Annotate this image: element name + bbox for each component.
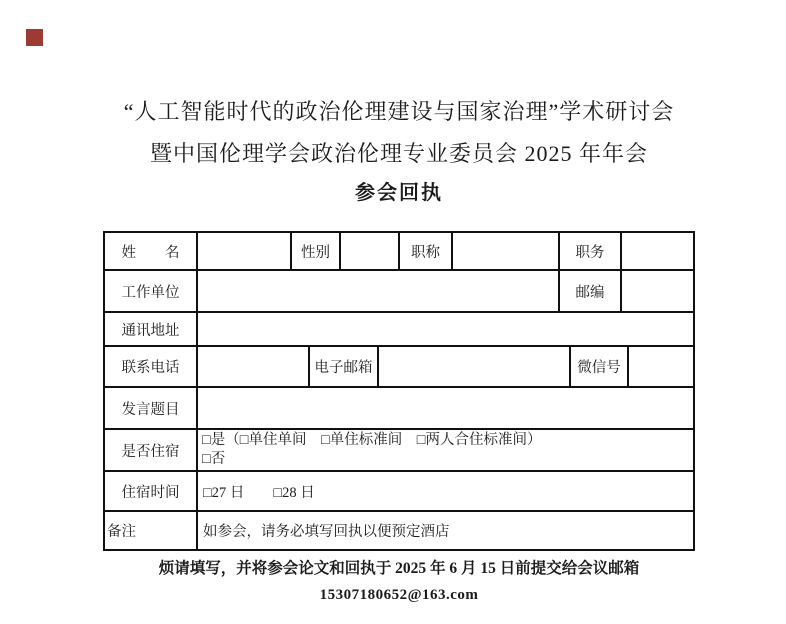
table-row — [105, 472, 693, 512]
registration-form-table — [103, 231, 695, 551]
conference-email: 15307180652@163.com — [319, 587, 479, 603]
table-row — [105, 347, 693, 388]
postal-code-input-cell[interactable] — [622, 271, 693, 313]
stay-date-options-cell[interactable]: □27 日 □28 日 — [198, 472, 693, 512]
conference-title-line2: 暨中国伦理学会政治伦理专业委员会 2025 年年会 — [149, 141, 648, 166]
table-row — [105, 233, 693, 271]
table-row — [105, 271, 693, 313]
professional-title-label: 职称 — [400, 233, 453, 271]
red-marker-icon — [26, 29, 43, 46]
remarks-label: 备注 — [105, 512, 198, 549]
form-title: 参会回执 — [355, 182, 443, 204]
accommodation-option-no-checkbox[interactable]: □否 — [202, 451, 226, 467]
phone-label: 联系电话 — [105, 347, 198, 388]
position-input-cell[interactable] — [622, 233, 693, 271]
position-label: 职务 — [560, 233, 622, 271]
accommodation-label: 是否住宿 — [105, 430, 198, 472]
table-row — [105, 512, 693, 549]
accommodation-option-yes-checkbox[interactable]: □是（□单住单间 □单住标准间 □两人合住标准间） — [202, 432, 542, 448]
table-row — [105, 430, 693, 472]
phone-input-cell[interactable] — [198, 347, 310, 388]
stay-date-label: 住宿时间 — [105, 472, 198, 512]
gender-input-cell[interactable] — [341, 233, 400, 271]
address-input-cell[interactable] — [198, 313, 693, 347]
accommodation-options-cell[interactable] — [198, 430, 693, 472]
conference-title-line1: “人工智能时代的政治伦理建设与国家治理”学术研讨会 — [123, 99, 675, 124]
speech-topic-input-cell[interactable] — [198, 388, 693, 430]
name-label: 姓 名 — [105, 233, 198, 271]
work-unit-input-cell[interactable] — [198, 271, 560, 313]
name-input-cell[interactable] — [198, 233, 292, 271]
table-row — [105, 313, 693, 347]
speech-topic-label: 发言题目 — [105, 388, 198, 430]
work-unit-label: 工作单位 — [105, 271, 198, 313]
submission-instruction: 烦请填写，并将参会论文和回执于 2025 年 6 月 15 日前提交给会议邮箱 — [158, 560, 640, 577]
gender-label: 性别 — [292, 233, 341, 271]
wechat-input-cell[interactable] — [629, 347, 693, 388]
professional-title-input-cell[interactable] — [453, 233, 560, 271]
remarks-value: 如参会，请务必填写回执以便预定酒店 — [203, 524, 450, 540]
address-label: 通讯地址 — [105, 313, 198, 347]
wechat-label: 微信号 — [571, 347, 629, 388]
email-input-cell[interactable] — [379, 347, 571, 388]
table-row — [105, 388, 693, 430]
postal-code-label: 邮编 — [560, 271, 622, 313]
email-label: 电子邮箱 — [310, 347, 379, 388]
